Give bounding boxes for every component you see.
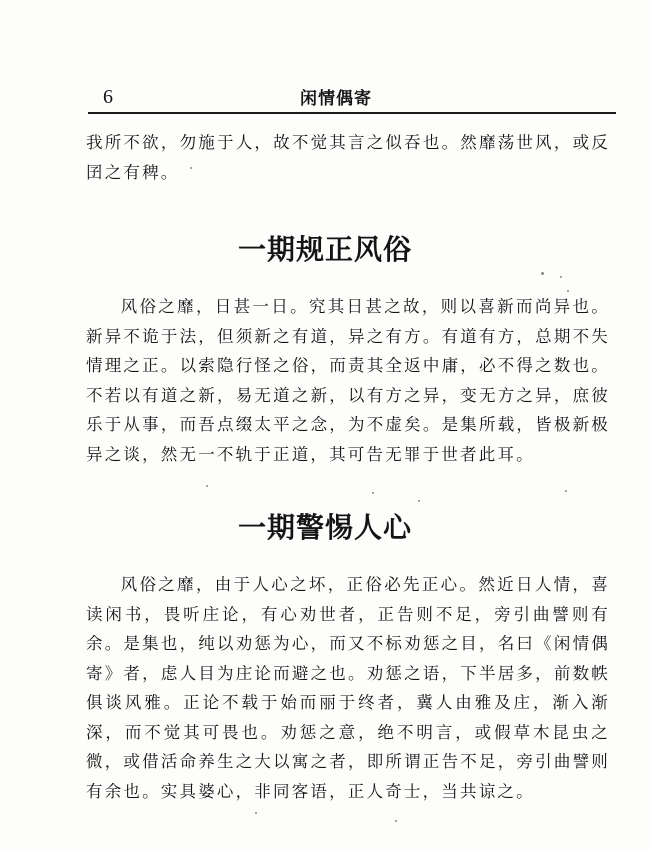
section-paragraph-customs: 风俗之靡，日甚一日。究其日甚之故，则以喜新而尚异也。新异不诡于法，但须新之有道，异之有方。有道有方，总期不失情理之正。以索隐行怪之俗，而责其全返中庸，必不得之数也。不若以有道之新，易无道之新，以有方之异，变无方之异，庶彼乐于从事，而吾点缀太平之念，为不虚矣。是集所载，皆极新极异之谈，然无一不轨于正道，其可告无罪于世者此耳。	[86, 297, 610, 464]
page-number: 6	[103, 86, 113, 108]
header-rule	[88, 112, 616, 114]
running-title: 闲情偶寄	[300, 89, 372, 109]
opening-paragraph: 我所不欲，勿施于人，故不觉其言之似吞也。然靡荡世风，或反囝之有稗。	[86, 133, 610, 182]
section-heading-customs: 一期规正风俗	[237, 233, 412, 266]
section-heading-hearts: 一期警惕人心	[237, 511, 412, 544]
section-paragraph-hearts: 风俗之靡，由于人心之坏，正俗必先正心。然近日人情，喜读闲书，畏听庄论，有心劝世者，正告则不足，旁引曲譬则有余。是集也，纯以劝惩为心，而又不标劝惩之目，名曰《闲情偶寄》者，虑人目为庄论而避之也。劝惩之语，下半居多，前数帙俱谈风雅。正论不载于始而丽于终者，冀人由雅及庄，渐入渐深，而不觉其可畏也。劝惩之意，绝不明言，或假草木昆虫之微，或借活命养生之大以寓之者，即所谓正告不足，旁引曲譬则有余也。实具婆心，非同客语，正人奇士，当共谅之。	[86, 575, 610, 801]
